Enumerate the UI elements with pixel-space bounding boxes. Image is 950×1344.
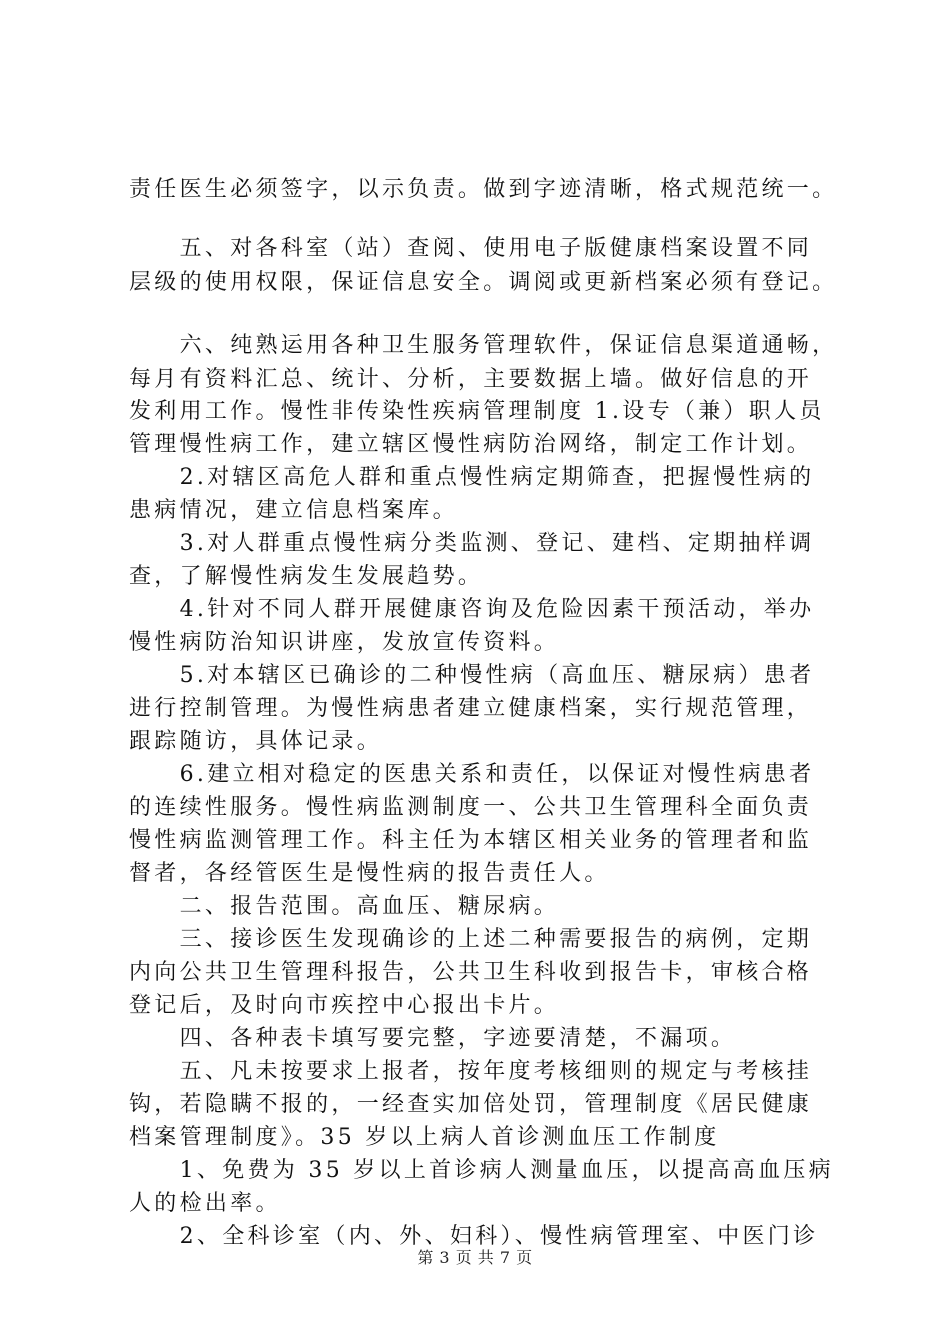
text-line: 五、对各科室（站）查阅、使用电子版健康档案设置不同 [129,236,813,261]
text-line: 5.对本辖区已确诊的二种慢性病（高血压、糖尿病）患者 [129,663,815,688]
text-line: 责任医生必须签字，以示负责。做到字迹清晰，格式规范统一。 [129,177,838,202]
text-line: 内向公共卫生管理科报告，公共卫生科收到报告卡，审核合格 [129,960,813,985]
text-line: 管理慢性病工作，建立辖区慢性病防治网络，制定工作计划。 [129,432,813,457]
text-line: 每月有资料汇总、统计、分析，主要数据上墙。做好信息的开 [129,367,813,392]
text-line: 4.针对不同人群开展健康咨询及危险因素干预活动，举办 [129,597,815,622]
text-line: 跟踪随访，具体记录。 [129,729,383,754]
text-line: 查，了解慢性病发生发展趋势。 [129,564,484,589]
text-line: 的连续性服务。慢性病监测制度一、公共卫生管理科全面负责 [129,795,813,820]
text-line: 档案管理制度》。35 岁以上病人首诊测血压工作制度 [129,1125,720,1150]
text-line: 1、免费为 35 岁以上首诊病人测量血压，以提高高血压病 [129,1158,834,1183]
text-line: 患病情况，建立信息档案库。 [129,498,458,523]
text-line: 钩，若隐瞒不报的，一经查实加倍处罚，管理制度《居民健康 [129,1092,813,1117]
text-line: 六、纯熟运用各种卫生服务管理软件，保证信息渠道通畅， [129,333,838,358]
text-line: 登记后，及时向市疾控中心报出卡片。 [129,993,560,1018]
text-line: 6.建立相对稳定的医患关系和责任，以保证对慢性病患者 [129,762,815,787]
text-line: 督者，各经管医生是慢性病的报告责任人。 [129,861,610,886]
text-line: 五、凡未按要求上报者，按年度考核细则的规定与考核挂 [129,1059,813,1084]
text-line: 2.对辖区高危人群和重点慢性病定期筛查，把握慢性病的 [129,465,815,490]
text-line: 慢性病监测管理工作。科主任为本辖区相关业务的管理者和监 [129,828,813,853]
text-line: 3.对人群重点慢性病分类监测、登记、建档、定期抽样调 [129,531,815,556]
text-line: 人的检出率。 [129,1191,281,1216]
text-line: 发利用工作。慢性非传染性疾病管理制度 1.设专（兼）职人员 [129,399,825,424]
text-line: 四、各种表卡填写要完整，字迹要清楚，不漏项。 [129,1026,737,1051]
text-line: 进行控制管理。为慢性病患者建立健康档案，实行规范管理， [129,696,813,721]
text-line: 慢性病防治知识讲座，发放宣传资料。 [129,630,560,655]
text-line: 二、报告范围。高血压、糖尿病。 [129,894,560,919]
text-line: 三、接诊医生发现确诊的上述二种需要报告的病例，定期 [129,927,813,952]
page-indicator: 第 3 页 共 7 页 [417,1248,533,1267]
text-line: 2、全科诊室（内、外、妇科）、慢性病管理室、中医门诊 [129,1224,819,1249]
text-line: 层级的使用权限，保证信息安全。调阅或更新档案必须有登记。 [129,270,838,295]
